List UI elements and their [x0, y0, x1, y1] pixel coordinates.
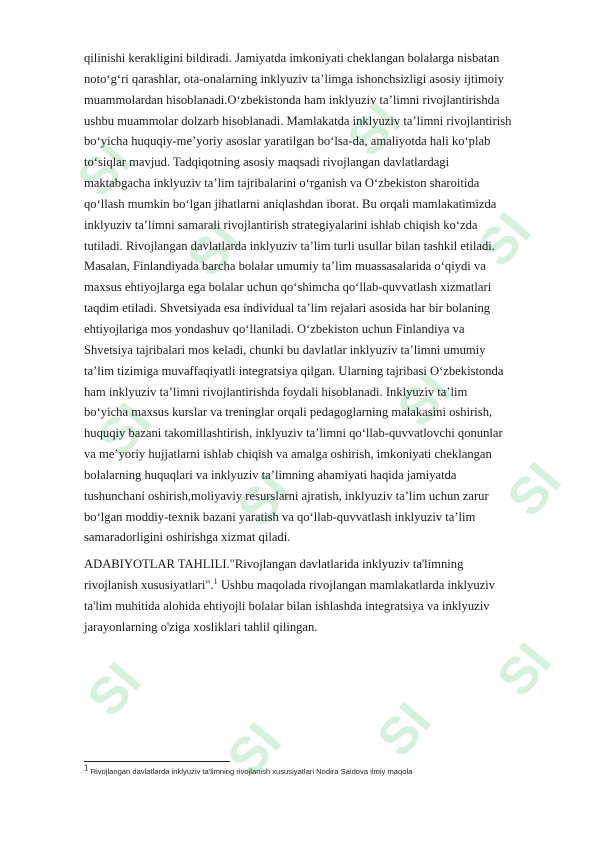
watermark: SI: [336, 92, 413, 168]
literature-review-paragraph: [84, 554, 514, 637]
watermark: SI: [226, 462, 303, 538]
footnote-divider: [84, 761, 230, 762]
watermark: SI: [86, 392, 163, 468]
footnote-mark: 1: [84, 763, 89, 773]
watermark: SI: [216, 712, 293, 788]
footnote-reference[interactable]: 1: [213, 576, 218, 586]
watermark: SI: [386, 362, 463, 438]
page-content: [84, 48, 514, 638]
footnote: [84, 763, 524, 776]
watermark: SI: [496, 452, 573, 528]
watermark: SI: [466, 202, 543, 278]
watermark: SI: [486, 632, 563, 708]
literature-review-text: Ushbu maqolada rivojlangan mamlakatlarda inklyuziv ta'lim muhitida alohida ehtiyojli bolalar bilan ishlashda integratsiya va inklyuziv jarayonlarning o'ziga xosliklari tahlil qilingan.: [84, 578, 496, 634]
section-heading: ADABIYOTLAR TAHLILI.: [84, 557, 230, 572]
watermark: SI: [366, 692, 443, 768]
cited-title: "Rivojlangan davlatlarida inklyuziv ta'limning rivojlanish xususiyatlari".: [84, 557, 464, 593]
watermark: SI: [176, 212, 253, 288]
watermark: SI: [66, 132, 143, 208]
footnote-text: Rivojlangan davlatlarda inklyuziv ta'limning rivojlanish xususiyatlari Nodira Saidova ilmiy maqola: [88, 767, 413, 776]
body-paragraph: qilinishi kerakligini bildiradi. Jamiyatda imkoniyati cheklangan bolalarga nisbatan noto‘g‘ri qarashlar, ota-onalarning inklyuziv ta’limga ishonchsizligi asosiy ijtimoiy muammolardan hisoblanadi.O‘zbekistonda ham inklyuziv ta’limni rivojlantirishda ushbu muammolar dolzarb hisoblanadi. Mamlakatda inklyuziv ta’limni rivojlantirish bo‘yicha huquqiy-me’yoriy asoslar yaratilgan bo‘lsa-da, amaliyotda hali ko‘plab to‘siqlar mavjud. Tadqiqotning asosiy maqsadi rivojlangan davlatlardagi maktabgacha inklyuziv ta’lim tajribalarini o‘rganish va O‘zbekiston sharoitida qo‘llash mumkin bo‘lgan jihatlarni aniqlashdan iborat. Bu orqali mamlakatimizda inklyuziv ta’limni samarali rivojlantirish strategiyalarini ishlab chiqish ko‘zda tutiladi. Rivojlangan davlatlarda inklyuziv ta’lim turli usullar bilan tashkil etiladi. Masalan, Finlandiyada barcha bolalar umumiy ta’lim muassasalarida o‘qiydi va maxsus ehtiyojlarga ega bolalar uchun qo‘shimcha qo‘llab-quvvatlash xizmatlari taqdim etiladi. Shvetsiyada esa individual ta’lim rejalari asosida har bir bolaning ehtiyojlariga mos yondashuv qo‘llaniladi. O‘zbekiston uchun Finlandiya va Shvetsiya tajribalari mos keladi, chunki bu davlatlar inklyuziv ta’limni umumiy ta’lim tizimiga muvaffaqiyatli integratsiya qilgan. Ularning tajribasi O‘zbekistonda ham inklyuziv ta’limni rivojlantirishda foydali hisoblanadi. Inklyuziv ta’lim bo‘yicha maxsus kurslar va treninglar orqali pedagoglarning malakasini oshirish, huquqiy bazani takomillashtirish, inklyuziv ta’limni qo‘llab-quvvatlovchi qonunlar va me’yoriy hujjatlarni ishlab chiqish va amalga oshirish, imkoniyati cheklangan bolalarning huquqlari va inklyuziv ta’limning ahamiyati haqida jamiyatda tushunchani oshirish,moliyaviy resurslarni ajratish, inklyuziv ta’lim uchun zarur bo‘lgan moddiy-texnik bazani yaratish va qo‘llab-quvvatlash inklyuziv ta’lim samaradorligini oshirishga xizmat qiladi.: [84, 51, 512, 545]
watermark: SI: [76, 652, 153, 728]
